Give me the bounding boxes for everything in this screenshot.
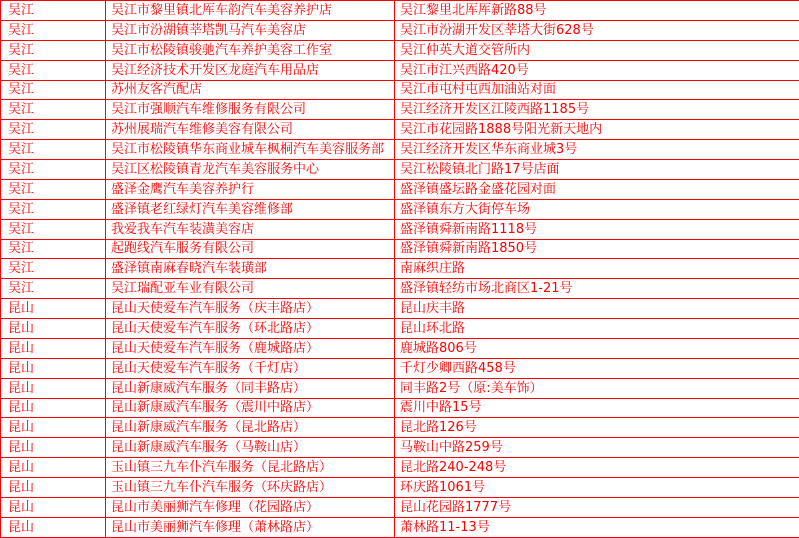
region-cell: 昆山 xyxy=(1,458,106,478)
region-cell: 昆山 xyxy=(1,358,106,378)
region-cell: 吴江 xyxy=(1,219,106,239)
name-cell: 盛泽金鹰汽车美容养护行 xyxy=(106,179,395,199)
table-row xyxy=(1,338,799,358)
address-cell: 鹿城路806号 xyxy=(395,338,799,358)
region-cell: 昆山 xyxy=(1,319,106,339)
region-cell: 昆山 xyxy=(1,478,106,498)
address-cell: 吴江仲英大道交管所内 xyxy=(395,40,799,60)
address-cell: 千灯少卿西路458号 xyxy=(395,358,799,378)
address-cell: 昆山环北路 xyxy=(395,319,799,339)
table-row xyxy=(1,319,799,339)
address-cell: 盛泽镇轻纺市场北商区1-21号 xyxy=(395,279,799,299)
region-cell: 吴江 xyxy=(1,259,106,279)
table-row xyxy=(1,1,799,21)
region-cell: 昆山 xyxy=(1,438,106,458)
address-cell: 昆山花园路1777号 xyxy=(395,497,799,517)
table-body xyxy=(1,1,799,538)
region-cell: 吴江 xyxy=(1,179,106,199)
table-row xyxy=(1,140,799,160)
region-cell: 吴江 xyxy=(1,160,106,180)
region-cell: 昆山 xyxy=(1,398,106,418)
name-cell: 昆山天使爱车汽车服务（庆丰路店） xyxy=(106,299,395,319)
address-cell: 吴江经济开发区江陵西路1185号 xyxy=(395,100,799,120)
name-cell: 吴江经济技术开发区龙庭汽车用品店 xyxy=(106,60,395,80)
name-cell: 盛泽镇南麻春晓汽车装璜部 xyxy=(106,259,395,279)
name-cell: 昆山天使爱车汽车服务（鹿城路店） xyxy=(106,338,395,358)
table-row xyxy=(1,160,799,180)
address-cell: 盛泽镇舜新南路1850号 xyxy=(395,239,799,259)
address-cell: 吴江市花园路1888号阳光新天地内 xyxy=(395,120,799,140)
region-cell: 昆山 xyxy=(1,497,106,517)
address-cell: 盛泽镇盛坛路金盛花园对面 xyxy=(395,179,799,199)
region-cell: 吴江 xyxy=(1,279,106,299)
name-cell: 吴江市强顺汽车维修服务有限公司 xyxy=(106,100,395,120)
region-cell: 吴江 xyxy=(1,120,106,140)
table-row xyxy=(1,398,799,418)
name-cell: 昆山天使爱车汽车服务（环北路店） xyxy=(106,319,395,339)
name-cell: 苏州友客汽配店 xyxy=(106,80,395,100)
table-row xyxy=(1,378,799,398)
table-row xyxy=(1,40,799,60)
address-cell: 吴江黎里北厍厍新路88号 xyxy=(395,1,799,21)
name-cell: 吴江瑞配亚车业有限公司 xyxy=(106,279,395,299)
region-cell: 吴江 xyxy=(1,20,106,40)
table-row xyxy=(1,418,799,438)
address-cell: 同丰路2号（原:美车饰） xyxy=(395,378,799,398)
address-cell: 吴江市江兴西路420号 xyxy=(395,60,799,80)
table-row xyxy=(1,60,799,80)
table-row xyxy=(1,478,799,498)
table-row xyxy=(1,358,799,378)
region-cell: 昆山 xyxy=(1,418,106,438)
name-cell: 玉山镇三九车仆汽车服务（环庆路店） xyxy=(106,478,395,498)
region-cell: 吴江 xyxy=(1,60,106,80)
table-row xyxy=(1,458,799,478)
region-cell: 昆山 xyxy=(1,517,106,537)
region-cell: 吴江 xyxy=(1,239,106,259)
address-cell: 南麻织庄路 xyxy=(395,259,799,279)
table-row xyxy=(1,259,799,279)
region-cell: 吴江 xyxy=(1,1,106,21)
name-cell: 昆山市美丽狮汽车修理（花园路店） xyxy=(106,497,395,517)
table-row xyxy=(1,179,799,199)
name-cell: 昆山新康威汽车服务（震川中路店） xyxy=(106,398,395,418)
name-cell: 吴江市松陵镇华东商业城车枫桐汽车美容服务部 xyxy=(106,140,395,160)
table-row xyxy=(1,299,799,319)
region-cell: 吴江 xyxy=(1,40,106,60)
address-cell: 昆北路126号 xyxy=(395,418,799,438)
address-cell: 昆北路240-248号 xyxy=(395,458,799,478)
name-cell: 苏州展瑞汽车维修美容有限公司 xyxy=(106,120,395,140)
table-row xyxy=(1,20,799,40)
address-cell: 吴江市汾湖开发区莘塔大街628号 xyxy=(395,20,799,40)
region-cell: 吴江 xyxy=(1,140,106,160)
address-cell: 吴江松陵镇北门路17号店面 xyxy=(395,160,799,180)
name-cell: 昆山新康威汽车服务（马鞍山店） xyxy=(106,438,395,458)
table-row xyxy=(1,100,799,120)
address-cell: 萧林路11-13号 xyxy=(395,517,799,537)
name-cell: 昆山新康威汽车服务（昆北路店） xyxy=(106,418,395,438)
address-cell: 马鞍山中路259号 xyxy=(395,438,799,458)
region-cell: 昆山 xyxy=(1,338,106,358)
address-cell: 环庆路1061号 xyxy=(395,478,799,498)
address-cell: 震川中路15号 xyxy=(395,398,799,418)
region-cell: 吴江 xyxy=(1,80,106,100)
name-cell: 吴江市松陵镇骏驰汽车养护美容工作室 xyxy=(106,40,395,60)
name-cell: 盛泽镇老红绿灯汽车美容维修部 xyxy=(106,199,395,219)
address-cell: 吴江市屯村屯西加油站对面 xyxy=(395,80,799,100)
address-cell: 吴江经济开发区华东商业城3号 xyxy=(395,140,799,160)
region-cell: 昆山 xyxy=(1,378,106,398)
table-row xyxy=(1,120,799,140)
region-cell: 吴江 xyxy=(1,199,106,219)
table-row xyxy=(1,517,799,537)
address-cell: 盛泽镇东方大街停车场 xyxy=(395,199,799,219)
name-cell: 吴江市黎里镇北厍车韵汽车美容养护店 xyxy=(106,1,395,21)
address-cell: 昆山庆丰路 xyxy=(395,299,799,319)
address-cell: 盛泽镇舜新南路1118号 xyxy=(395,219,799,239)
table-row xyxy=(1,219,799,239)
name-cell: 吴江市汾湖镇莘塔凯马汽车美容店 xyxy=(106,20,395,40)
region-cell: 昆山 xyxy=(1,299,106,319)
table-row xyxy=(1,279,799,299)
name-cell: 起跑线汽车服务有限公司 xyxy=(106,239,395,259)
table-row xyxy=(1,199,799,219)
name-cell: 昆山新康威汽车服务（同丰路店） xyxy=(106,378,395,398)
table-row xyxy=(1,438,799,458)
table-row xyxy=(1,80,799,100)
name-cell: 吴江区松陵镇青龙汽车美容服务中心 xyxy=(106,160,395,180)
table-row xyxy=(1,497,799,517)
table-row xyxy=(1,239,799,259)
name-cell: 玉山镇三九车仆汽车服务（昆北路店） xyxy=(106,458,395,478)
name-cell: 昆山天使爱车汽车服务（千灯店） xyxy=(106,358,395,378)
name-cell: 我爱我车汽车装潢美容店 xyxy=(106,219,395,239)
name-cell: 昆山市美丽狮汽车修理（萧林路店） xyxy=(106,517,395,537)
region-cell: 吴江 xyxy=(1,100,106,120)
